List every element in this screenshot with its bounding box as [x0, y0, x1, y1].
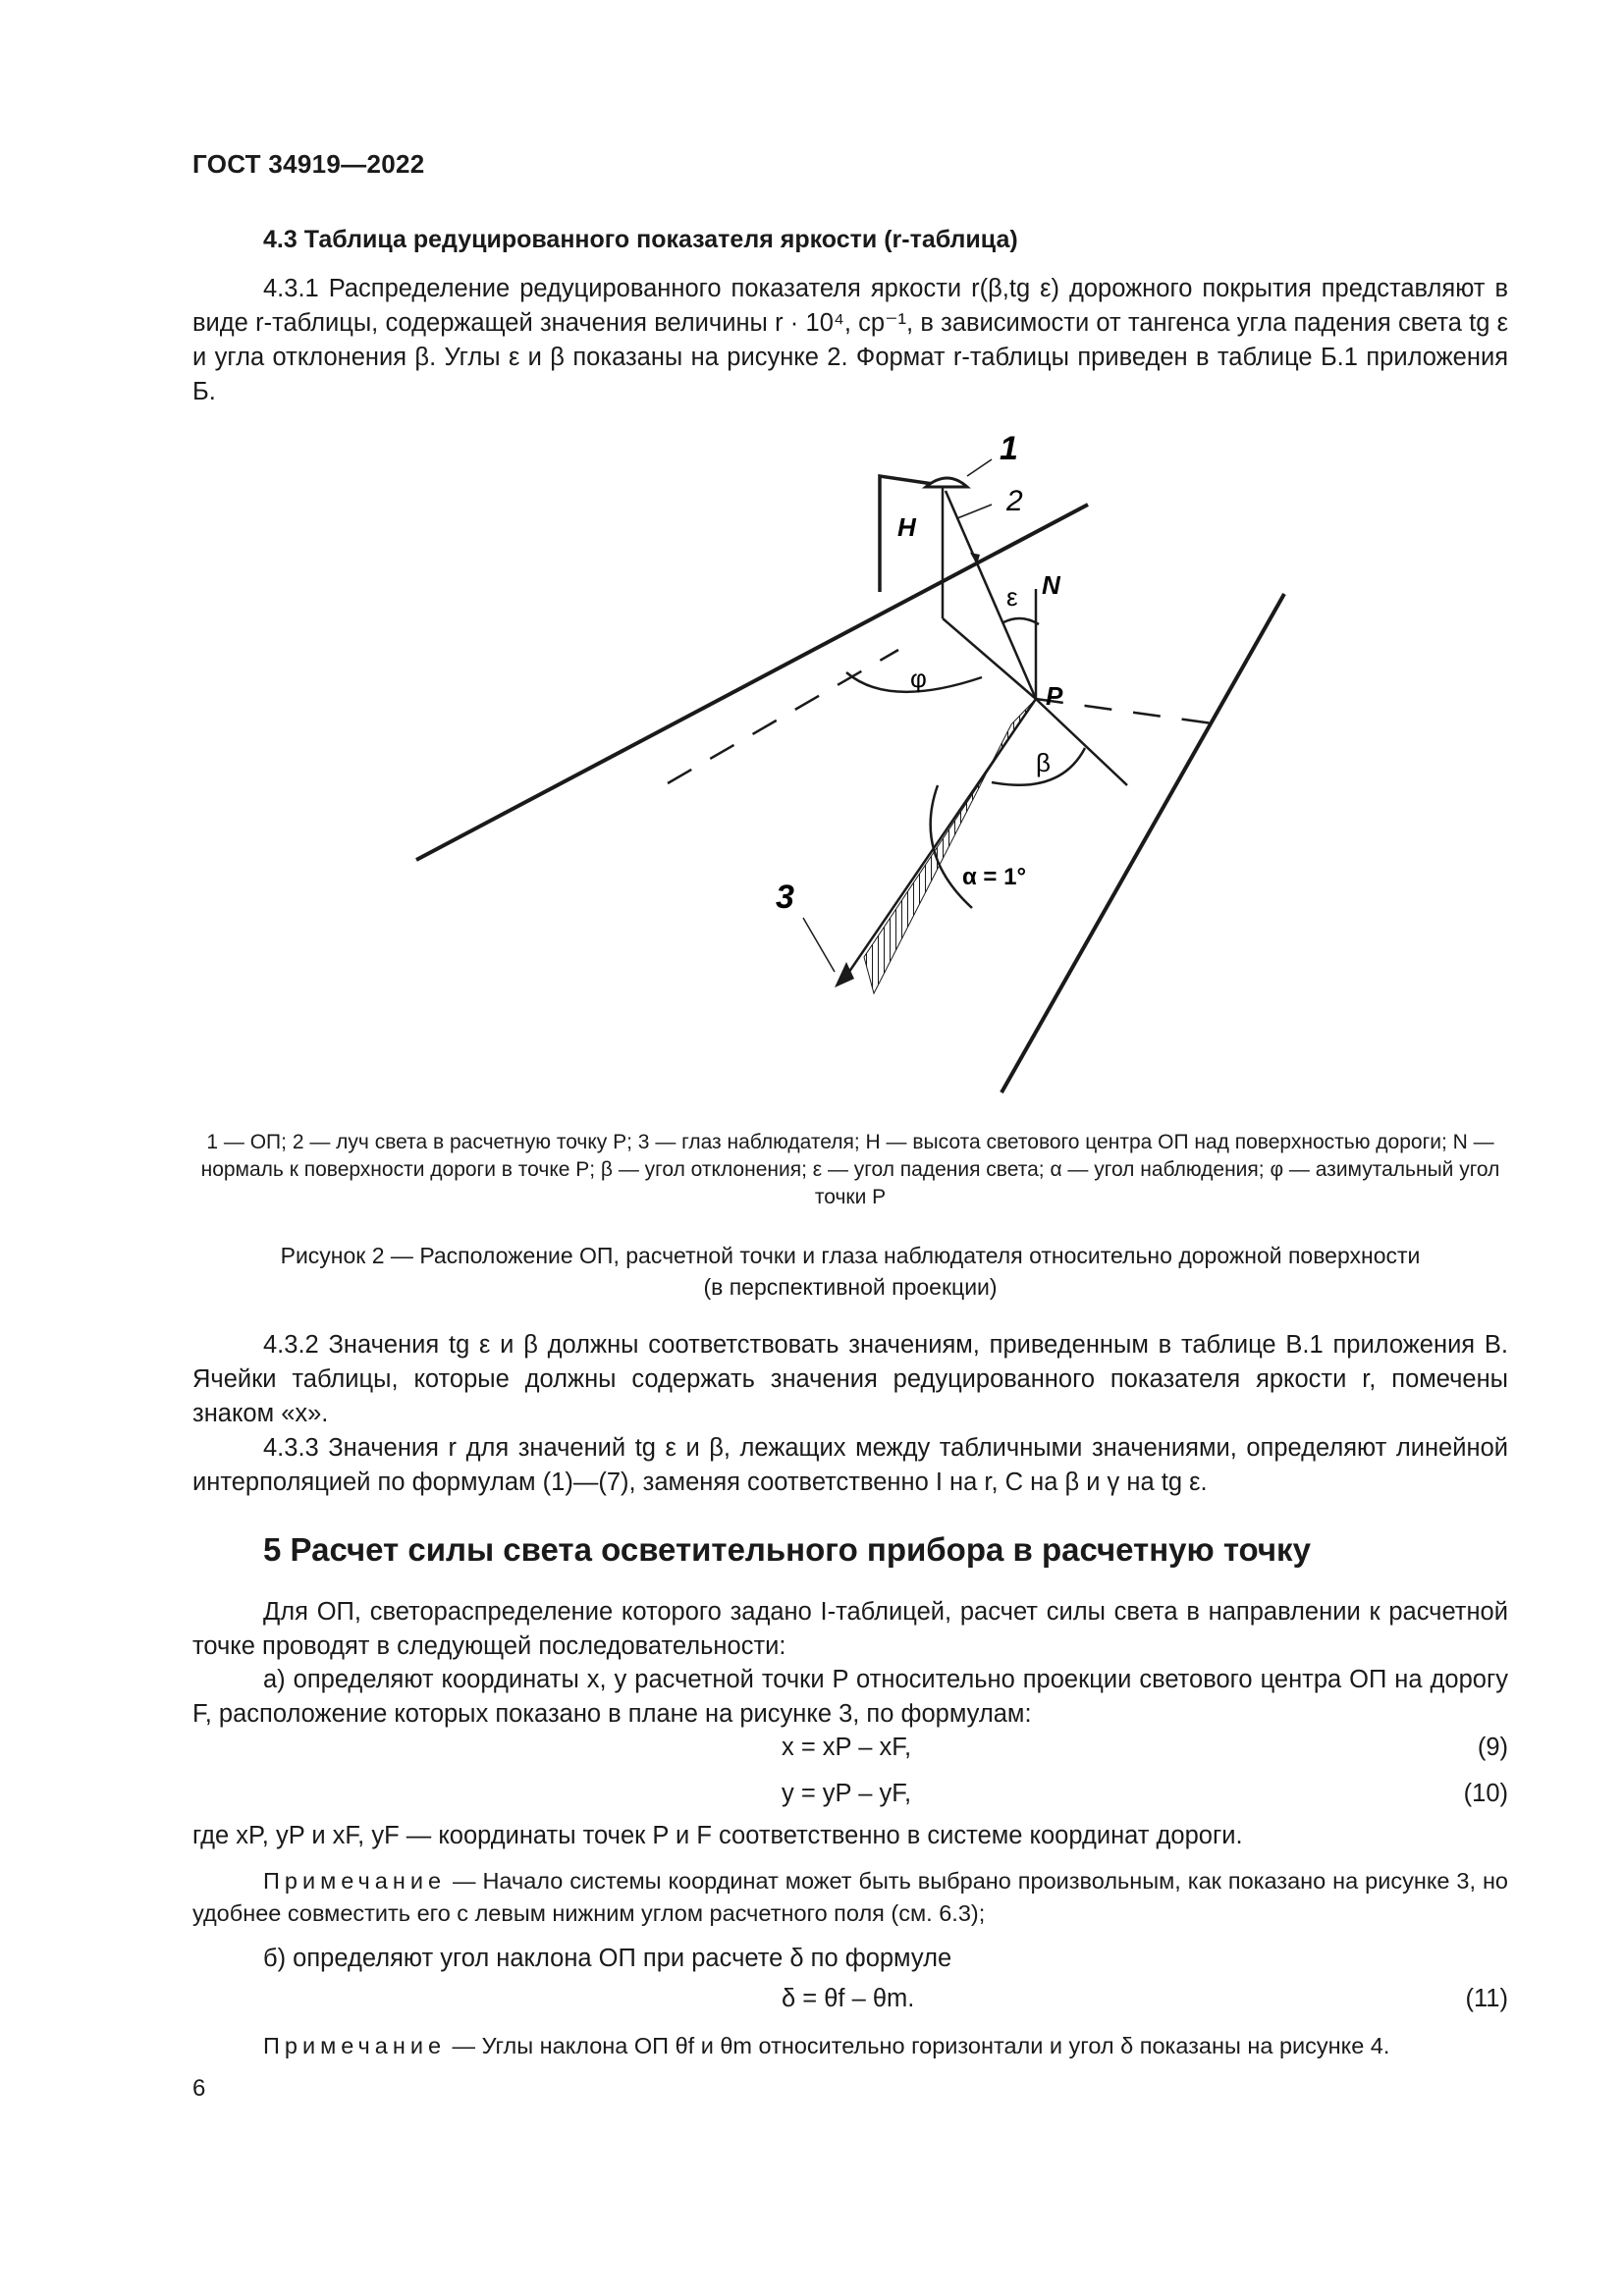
figure-2-caption-line2: (в перспективной проекции) [703, 1274, 998, 1300]
label-2: 2 [1006, 485, 1023, 517]
label-3: 3 [776, 879, 794, 916]
equation-10-number: (10) [1463, 1780, 1508, 1807]
note-2-text: — Углы наклона ОП θf и θm относительно горизонтали и угол δ показаны на рисунке 4. [446, 2033, 1390, 2058]
figure-2-legend: 1 — ОП; 2 — луч света в расчетную точку P; 3 — глаз наблюдателя; H — высота светового центра ОП над поверхностью дороги; N — нормаль к поверхности дороги в точке P; β — угол отклонения; ε — угол падения света; α — угол наблюдения; φ — азимутальный угол точки P [200, 1131, 1500, 1208]
road-center-dashed [668, 723, 1213, 783]
road-edge-left [416, 505, 1088, 860]
section-5-step-b: б) определяют угол наклона ОП при расчете δ по формуле [263, 1945, 952, 1972]
leader-1 [967, 459, 992, 476]
dashed-line-left [668, 650, 898, 783]
note-2-label: Примечание [263, 2033, 447, 2058]
equation-11: δ = θf – θm. [782, 1985, 915, 2012]
observation-hatch [864, 699, 1036, 993]
figure-2-diagram [0, 0, 1624, 1139]
epsilon-arc [1003, 618, 1039, 624]
leader-3 [803, 918, 835, 972]
label-1: 1 [1000, 430, 1018, 467]
luminaire-head [926, 478, 967, 487]
road-edge-right [1001, 594, 1284, 1093]
foot-to-p-line [943, 618, 1036, 699]
equation-10: y = yP – yF, [782, 1780, 912, 1807]
equation-9: x = xP – xF, [782, 1734, 912, 1761]
paragraph-4-3-2: 4.3.2 Значения tg ε и β должны соответствовать значениям, приведенным в таблице В.1 приложения В. Ячейки таблицы, которые должны содержать значения редуцированного показателя яркости r, помечены знаком «х». [192, 1331, 1508, 1427]
label-P: P [1046, 681, 1063, 711]
label-N: N [1042, 570, 1060, 600]
label-epsilon: ε [1006, 582, 1018, 612]
paragraph-4-3-1: 4.3.1 Распределение редуцированного показателя яркости r(β,tg ε) дорожного покрытия представляют в виде r-таблицы, содержащей значения величины r · 10⁴, ср⁻¹, в зависимости от тангенса угла падения света tg ε и угла отклонения β. Углы ε и β показаны на рисунке 2. Формат r-таблицы приведен в таблице Б.1 приложения Б. [192, 275, 1508, 405]
coordinates-where-text: где xP, yP и xF, yF — координаты точек P и F соответственно в системе координат дороги. [192, 1822, 1243, 1849]
section-5-intro: Для ОП, светораспределение которого задано I-таблицей, расчет силы света в направлении к расчетной точке проводят в следующей последовательности: [192, 1598, 1508, 1660]
label-phi: φ [910, 664, 927, 693]
note-1-label: Примечание [263, 1868, 447, 1894]
eye-arrow [835, 962, 854, 988]
leader-2 [957, 505, 992, 518]
equation-11-number: (11) [1465, 1985, 1508, 2012]
equation-9-number: (9) [1477, 1734, 1508, 1761]
section-4-3-title: 4.3 Таблица редуцированного показателя яркости (r-таблица) [263, 226, 1018, 253]
document-header: ГОСТ 34919—2022 [192, 149, 425, 179]
label-alpha: α = 1° [962, 864, 1027, 890]
light-ray [946, 491, 1036, 699]
label-H: H [897, 512, 916, 542]
note-2 [192, 2030, 1508, 2062]
note-1 [192, 1865, 1508, 1930]
page-number: 6 [192, 2075, 206, 2102]
paragraph-4-3-3: 4.3.3 Значения r для значений tg ε и β, лежащих между табличными значениями, определяют линейной интерполяцией по формулам (1)—(7), заменяя соответственно I на r, C на β и γ на tg ε. [192, 1434, 1508, 1496]
section-5-title: 5 Расчет силы света осветительного прибора в расчетную точку [263, 1531, 1311, 1568]
label-beta: β [1036, 748, 1051, 777]
figure-2-caption: Рисунок 2 — Расположение ОП, расчетной точки и глаза наблюдателя относительно дорожной поверхности [280, 1243, 1421, 1268]
note-1-text: — Начало системы координат может быть выбрано произвольным, как показано на рисунке 3, но удобнее совместить его с левым нижним углом расчетного поля (см. 6.3); [192, 1868, 1508, 1926]
section-5-step-a: а) определяют координаты x, y расчетной точки P относительно проекции светового центра ОП на дорогу F, расположение которых показано в плане на рисунке 3, по формулам: [192, 1666, 1508, 1728]
